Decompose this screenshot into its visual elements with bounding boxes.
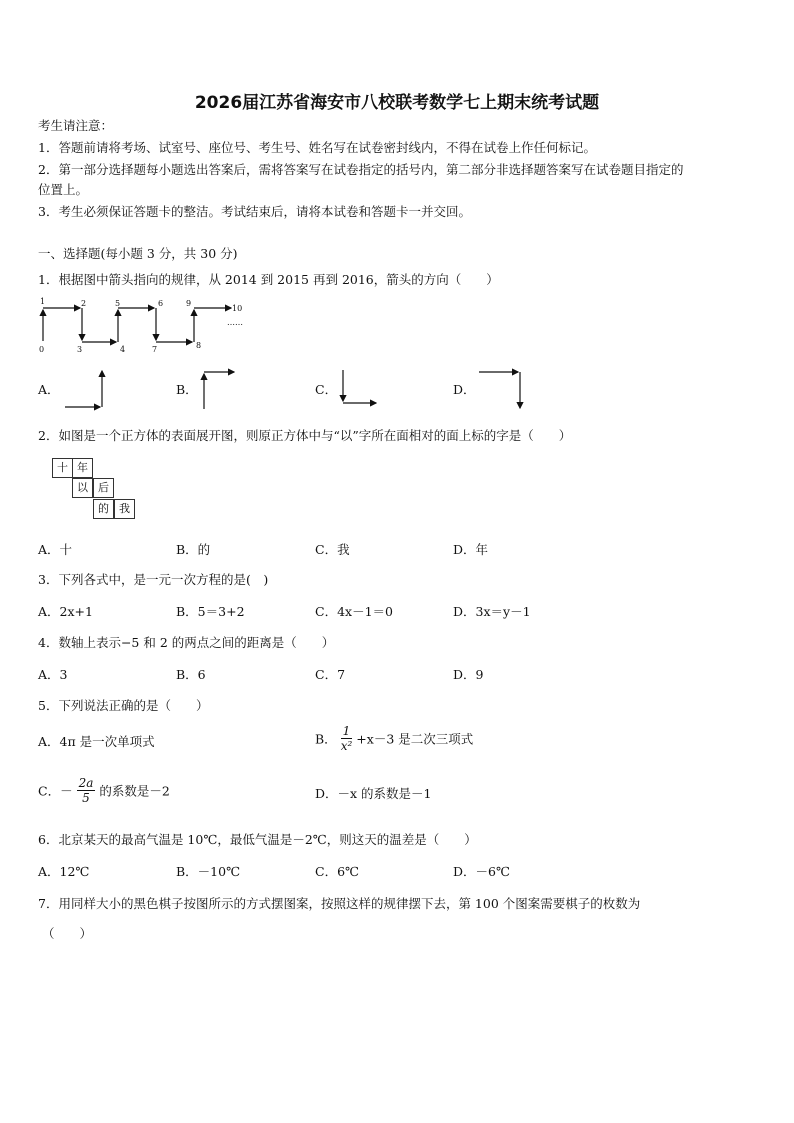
question-1-stem: 1．根据图中箭头指向的规律，从 2014 到 2015 再到 2016，箭头的方向（ ） bbox=[38, 272, 499, 287]
q3-option-a[interactable]: A．2x+1 bbox=[38, 604, 93, 619]
question-6-stem: 6．北京某天的最高气温是 10℃，最低气温是－2℃，则这天的温差是（ ） bbox=[38, 832, 477, 847]
q2-option-d[interactable]: D．年 bbox=[453, 542, 489, 557]
fig-num-6: 6 bbox=[158, 299, 164, 308]
q5-option-b-text: +x－3 是二次三项式 bbox=[356, 731, 474, 747]
q1-option-d[interactable]: D． bbox=[453, 382, 476, 397]
q5-b-denominator: x² bbox=[340, 739, 353, 753]
notice-item-2-cont: 位置上。 bbox=[38, 182, 89, 197]
q5-option-c-fraction bbox=[77, 776, 96, 805]
question-3-stem: 3．下列各式中，是一元一次方程的是( ) bbox=[38, 572, 269, 587]
q5-option-c-text: 的系数是－2 bbox=[99, 783, 170, 799]
fig-num-0: 0 bbox=[39, 345, 45, 354]
q2-option-b[interactable]: B．的 bbox=[176, 542, 211, 557]
q3-option-c[interactable]: C．4x－1＝0 bbox=[315, 604, 393, 619]
q1-option-a-arrow-icon bbox=[64, 368, 109, 412]
question-7-answer-paren: （ ） bbox=[42, 926, 93, 941]
fig-num-7: 7 bbox=[152, 345, 158, 354]
q3-option-d[interactable]: D．3x＝y－1 bbox=[453, 604, 531, 619]
q1-option-a[interactable]: A． bbox=[38, 382, 60, 397]
net-face-yi: 以 bbox=[72, 478, 93, 498]
q3-option-b[interactable]: B．5＝3+2 bbox=[176, 604, 245, 619]
net-face-hou: 后 bbox=[93, 478, 114, 498]
q1-option-c[interactable]: C． bbox=[315, 382, 338, 397]
q5-c-numerator: 2a bbox=[78, 776, 94, 790]
q5-option-b-label: B． bbox=[315, 731, 337, 747]
question-2-stem: 2．如图是一个正方体的表面展开图，则原正方体中与“以”字所在面相对的面上标的字是（ ） bbox=[38, 428, 572, 443]
q4-option-c[interactable]: C．7 bbox=[315, 667, 346, 682]
question-5-stem: 5．下列说法正确的是（ ） bbox=[38, 698, 209, 713]
q1-option-b[interactable]: B． bbox=[176, 382, 198, 397]
q4-option-b[interactable]: B．6 bbox=[176, 667, 206, 682]
question-7-stem: 7．用同样大小的黑色棋子按图所示的方式摆图案，按照这样的规律摆下去，第 100 个图案需要棋子的枚数为 bbox=[38, 896, 641, 911]
q4-option-d[interactable]: D．9 bbox=[453, 667, 484, 682]
notice-item-2: 2．第一部分选择题每小题选出答案后，需将答案写在试卷指定的括号内，第二部分非选择题答案写在试卷题目指定的 bbox=[38, 162, 684, 177]
q6-option-b[interactable]: B．－10℃ bbox=[176, 864, 241, 879]
fig-num-9: 9 bbox=[186, 299, 192, 308]
q5-option-c[interactable] bbox=[38, 776, 170, 805]
q2-option-c[interactable]: C．我 bbox=[315, 542, 350, 557]
q6-option-a[interactable]: A．12℃ bbox=[38, 864, 90, 879]
q5-option-c-label: C．－ bbox=[38, 783, 73, 799]
q1-option-c-arrow-icon bbox=[338, 368, 380, 412]
q5-option-d[interactable]: D．－x 的系数是－1 bbox=[315, 786, 432, 801]
q4-option-a[interactable]: A．3 bbox=[38, 667, 68, 682]
net-face-de: 的 bbox=[93, 499, 114, 519]
net-face-wo: 我 bbox=[114, 499, 135, 519]
q6-option-c[interactable]: C．6℃ bbox=[315, 864, 360, 879]
fig-num-2: 2 bbox=[81, 299, 87, 308]
notice-heading: 考生请注意： bbox=[38, 118, 114, 133]
net-face-shi: 十 bbox=[52, 458, 73, 478]
fig-ellipsis: …… bbox=[227, 318, 243, 327]
fig-num-4: 4 bbox=[120, 345, 126, 354]
q1-option-d-arrow-icon bbox=[478, 368, 526, 412]
section-heading: 一、选择题(每小题 3 分，共 30 分) bbox=[38, 246, 238, 261]
q5-option-b-fraction bbox=[341, 724, 353, 753]
fig-num-3: 3 bbox=[77, 345, 83, 354]
fig-num-10: 10 bbox=[232, 304, 243, 313]
q1-option-b-arrow-icon bbox=[200, 368, 240, 412]
q5-b-numerator: 1 bbox=[342, 724, 351, 738]
q6-option-d[interactable]: D．－6℃ bbox=[453, 864, 510, 879]
notice-item-1: 1．答题前请将考场、试室号、座位号、考生号、姓名写在试卷密封线内，不得在试卷上作任何标记。 bbox=[38, 140, 596, 155]
fig-num-8: 8 bbox=[196, 341, 202, 350]
q2-option-a[interactable]: A．十 bbox=[38, 542, 73, 557]
fig-num-1: 1 bbox=[40, 297, 46, 306]
fig-num-5: 5 bbox=[115, 299, 121, 308]
arrow-pattern-figure bbox=[36, 296, 256, 356]
q5-c-denominator: 5 bbox=[82, 791, 90, 805]
q5-option-b[interactable] bbox=[315, 724, 473, 753]
q5-option-a[interactable]: A．4π 是一次单项式 bbox=[38, 734, 155, 749]
page-title: 2026届江苏省海安市八校联考数学七上期末统考试题 bbox=[194, 93, 600, 113]
notice-item-3: 3．考生必须保证答题卡的整洁。考试结束后，请将本试卷和答题卡一并交回。 bbox=[38, 204, 471, 219]
question-4-stem: 4．数轴上表示−5 和 2 的两点之间的距离是（ ） bbox=[38, 635, 335, 650]
net-face-nian: 年 bbox=[72, 458, 93, 478]
